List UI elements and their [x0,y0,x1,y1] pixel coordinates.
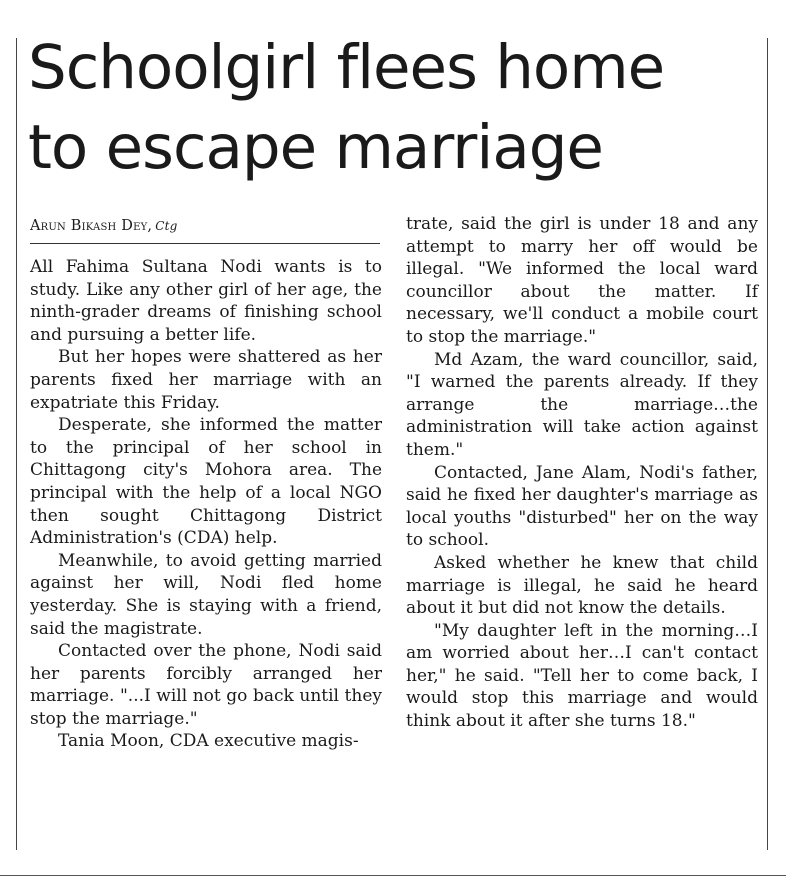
paragraph: Tania Moon, CDA executive magis- [58,731,359,752]
paragraph: All Fahima Sultana Nodi wants is to study. Like any other girl of her age, the ninth-grader dreams of finishing school and pursuing a better life. [30,257,382,345]
paragraph: Asked whether he knew that child marriage is illegal, he said he heard about it but did not know the details. [406,552,758,619]
left-column-rule [16,38,17,850]
paragraph: Desperate, she informed the matter to the principal of her school in Chittagong city's Mohora area. The principal with the help of a local NGO then sought Chittagong District Administration's (CDA) help. [30,415,382,549]
paragraph: Meanwhile, to avoid getting married against her will, Nodi fled home yesterday. She is staying with a friend, said the magistrate. [30,550,382,639]
paragraph: Contacted, Jane Alam, Nodi's father, said he fixed her daughter's marriage as local youths "disturbed" her on the way to school. [406,462,758,551]
paragraph: "My daughter left in the morning…I am worried about her…I can't contact her," he said. "Tell her to come back, I would stop this marriage and would think about it after she turns 18." [406,620,758,732]
paragraph: trate, said the girl is under 18 and any attempt to marry her off would be illegal. "We informed the local ward councillor about the matter. If necessary, we'll conduct a mobile court to stop the marriage." [406,214,758,347]
headline-line-1: Schoolgirl flees home [28,32,665,103]
byline-author: Arun Bikash Dey, [30,218,153,234]
article-column-2 [406,213,758,733]
byline-rule [30,243,380,244]
paragraph: Contacted over the phone, Nodi said her parents forcibly arranged her marriage. "...I will not go back until they stop the marriage." [30,641,382,729]
paragraph: Md Azam, the ward councillor, said, "I warned the parents already. If they arrange the marriage…the administration will take action against them." [406,349,758,460]
bottom-rule [0,875,786,876]
paragraph: But her hopes were shattered as her parents fixed her marriage with an expatriate this Friday. [30,347,382,413]
byline-location: Ctg [155,219,178,233]
headline-line-2: to escape marriage [28,112,603,183]
article-column-1 [30,256,382,753]
byline [30,216,380,236]
headline [28,28,768,188]
